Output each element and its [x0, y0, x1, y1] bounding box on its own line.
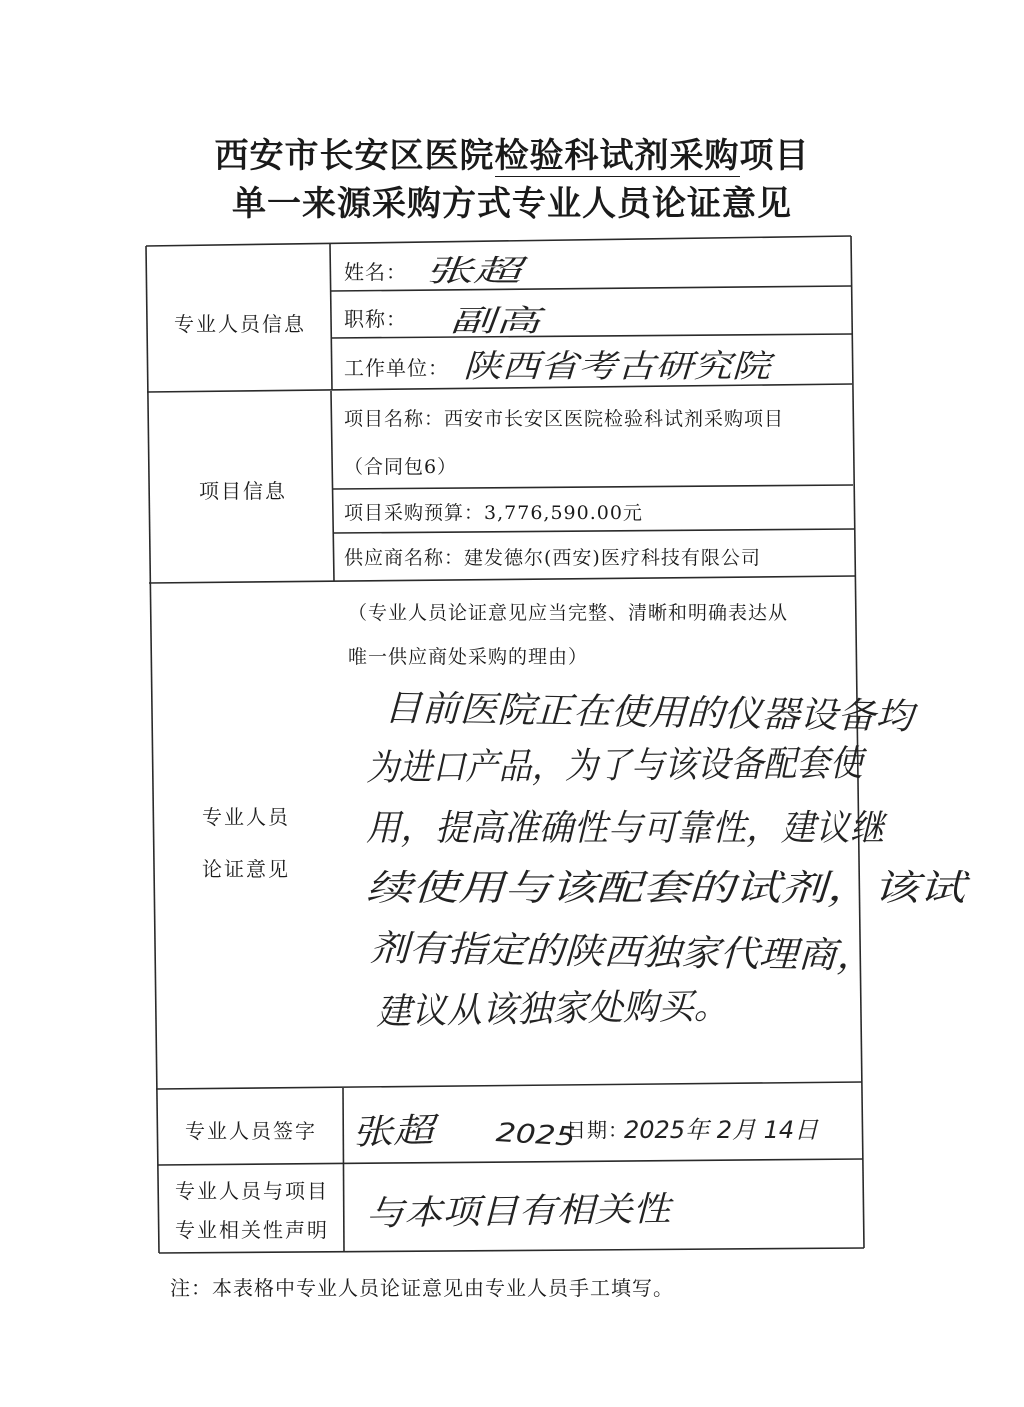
opinion-label-line2: 论证意见 — [202, 857, 290, 881]
project-section-label: 项目信息 — [199, 479, 287, 503]
signature-section-label: 专业人员签字 — [185, 1119, 317, 1143]
personnel-section-label: 专业人员信息 — [174, 312, 306, 336]
opinion-instruction-2: 唯一供应商处采购的理由） — [348, 646, 589, 668]
title-label: 职称： — [344, 307, 407, 331]
opinion-handwritten-line: 续使用与该配套的试剂，该试 — [366, 868, 966, 909]
supplier-line — [344, 543, 761, 570]
org-handwritten: 陕西省考古研究院 — [463, 347, 771, 385]
opinion-label-line1: 专业人员 — [202, 805, 290, 829]
project-name-value: 西安市长安区医院检验科试剂采购项目 — [444, 408, 785, 430]
relation-label-line1: 专业人员与项目 — [175, 1179, 329, 1203]
opinion-instruction-1: （专业人员论证意见应当完整、清晰和明确表达从 — [348, 602, 789, 624]
name-label: 姓名： — [344, 260, 407, 284]
name-handwritten: 张超 — [425, 254, 521, 289]
opinion-handwritten-line: 建议从该独家处购买。 — [375, 985, 730, 1033]
relation-section-label — [160, 1172, 344, 1250]
opinion-handwritten-line: 目前医院正在使用的仪器设备均 — [383, 688, 914, 738]
date-handwritten: 2025年 2月 14日 — [624, 1116, 819, 1144]
project-name-cont: （合同包6） — [344, 456, 458, 478]
footnote: 注：本表格中专业人员论证意见由专业人员手工填写。 — [170, 1276, 674, 1300]
supplier-value: 建发德尔(西安)医疗科技有限公司 — [464, 547, 761, 569]
document-title-line2: 单一来源采购方式专业人员论证意见 — [232, 184, 792, 224]
org-label: 工作单位： — [344, 356, 449, 380]
title-post: 项目 — [739, 136, 810, 176]
budget-line — [344, 498, 643, 525]
budget-label: 项目采购预算： — [344, 502, 485, 524]
date-year-handwritten: 2025 — [494, 1118, 577, 1153]
project-name-line — [344, 404, 784, 431]
opinion-section-label — [158, 798, 334, 888]
title-underlined: 检验科试剂采购 — [494, 136, 740, 176]
supplier-label: 供应商名称： — [344, 547, 465, 569]
project-name-label: 项目名称： — [344, 408, 445, 430]
date-label: 日期： — [566, 1118, 629, 1142]
relation-label-line2: 专业相关性声明 — [175, 1218, 329, 1242]
opinion-handwritten-line: 用，提高准确性与可靠性，建议继 — [366, 808, 885, 849]
relation-handwritten: 与本项目有相关性 — [365, 1189, 672, 1234]
signature-handwritten: 张超 — [351, 1110, 435, 1153]
budget-value: 3,776,590.00元 — [484, 502, 643, 524]
title-pre: 西安市长安区医院 — [214, 136, 495, 176]
title-handwritten: 副高 — [450, 304, 540, 339]
opinion-handwritten-line: 剂有指定的陕西独家代理商， — [369, 928, 876, 978]
opinion-handwritten-line: 为进口产品，为了与该设备配套使 — [365, 743, 863, 789]
